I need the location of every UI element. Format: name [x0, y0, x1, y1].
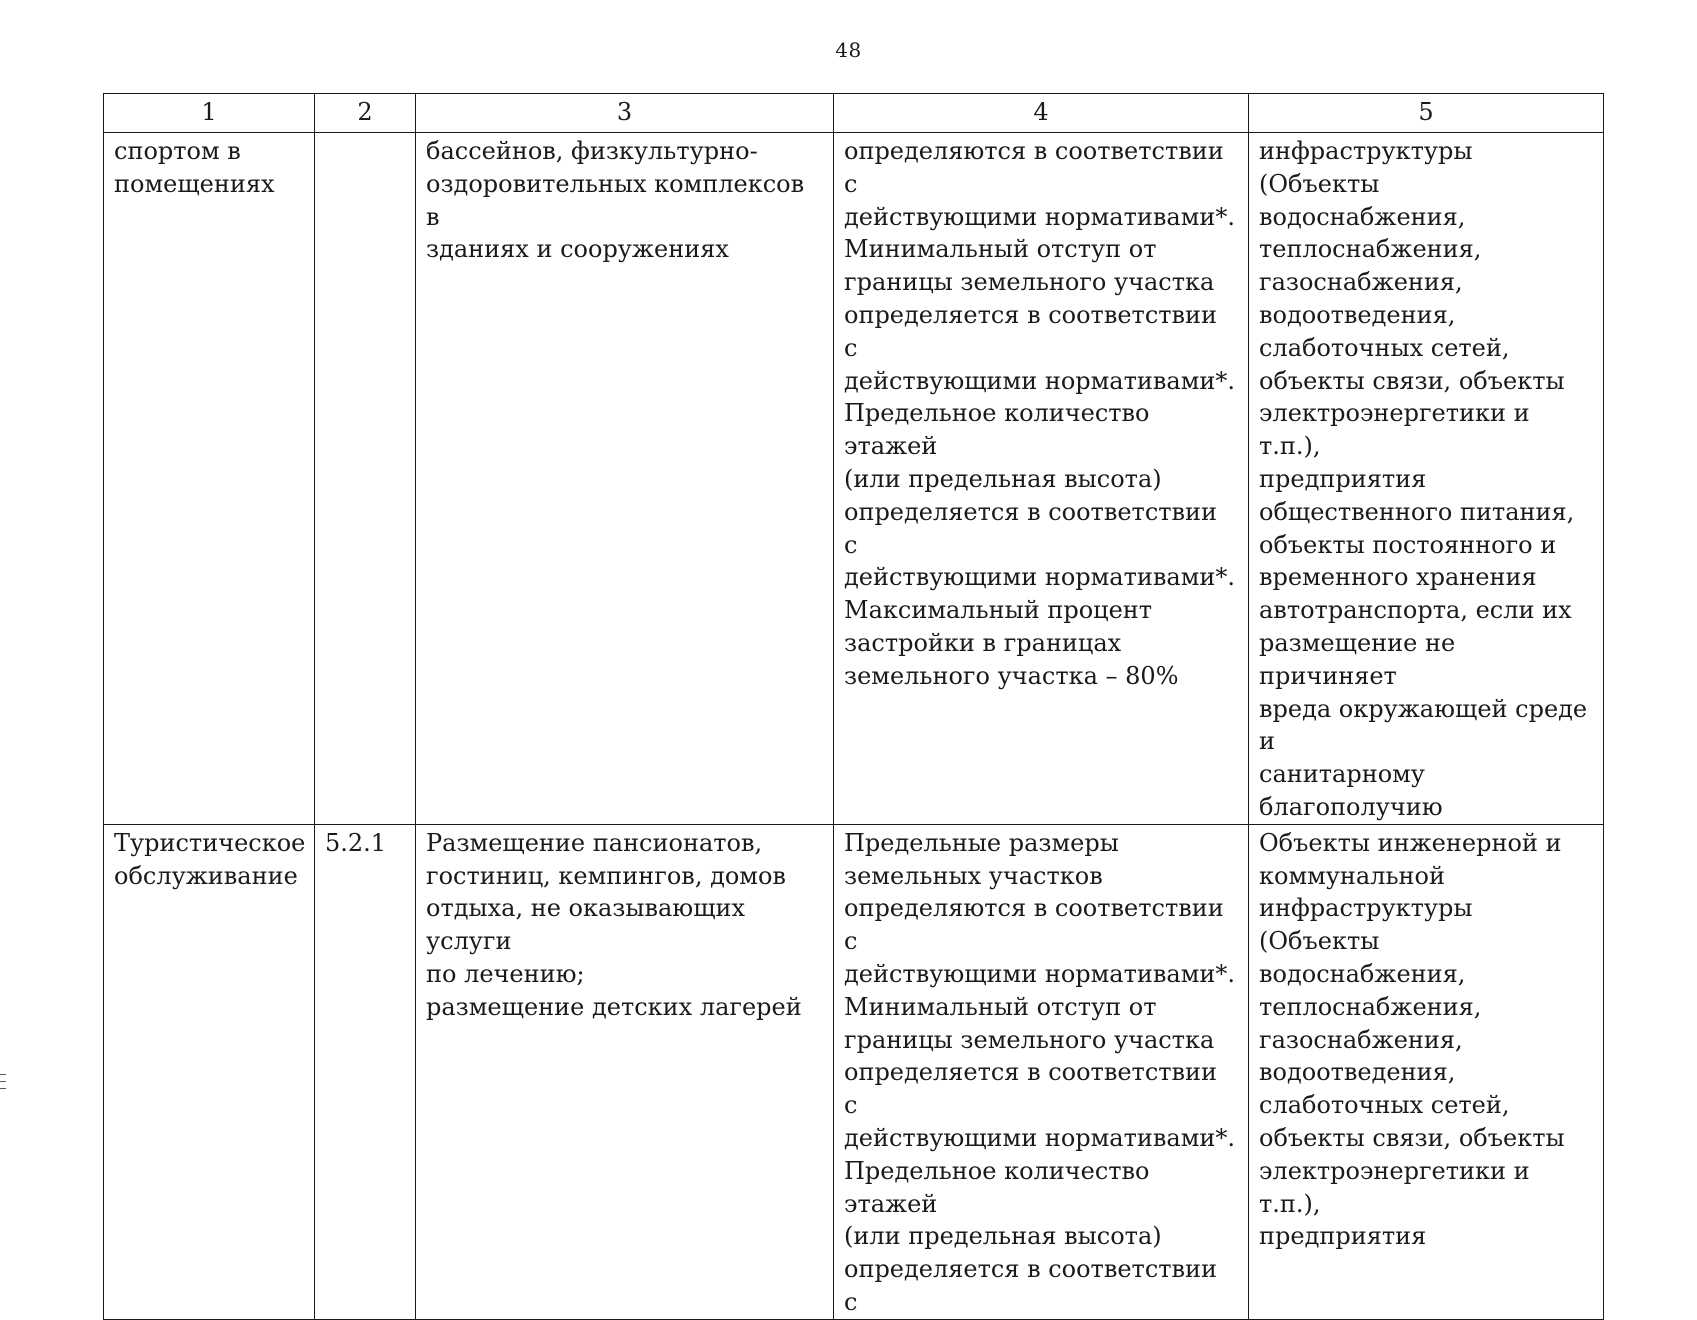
cell-auxiliary-uses: инфраструктуры (Объекты водоснабжения, теплоснабжения, газоснабжения, водоотведения, слаботочных сетей, объекты связи, объекты электроэнергетики и т.п.), предприятия общественного питания, объекты постоянного и временного хранения автотранспорта, если их размещение не причиняет вреда окружающей среде и санитарному благополучию — [1249, 133, 1604, 825]
column-header-3: 3 — [416, 94, 834, 133]
table-header-row — [104, 94, 1604, 133]
scan-margin-mark — [0, 1074, 6, 1096]
cell-auxiliary-uses: Объекты инженерной и коммунальной инфраструктуры (Объекты водоснабжения, теплоснабжения, газоснабжения, водоотведения, слаботочных сетей, объекты связи, объекты электроэнергетики и т.п.), предприятия — [1249, 824, 1604, 1319]
regulations-table — [103, 93, 1604, 1320]
cell-parameters: Предельные размеры земельных участков определяются в соответствии с действующими нормативами*. Минимальный отступ от границы земельного участка определяется в соответствии с действующими нормативами*. Предельное количество этажей (или предельная высота) определяется в соответствии с — [834, 824, 1249, 1319]
column-header-5: 5 — [1249, 94, 1604, 133]
table-row — [104, 133, 1604, 825]
column-header-2: 2 — [315, 94, 416, 133]
cell-land-use-name: спортом в помещениях — [104, 133, 315, 825]
column-header-4: 4 — [834, 94, 1249, 133]
cell-land-use-code: 5.2.1 — [315, 824, 416, 1319]
page-number: 48 — [835, 38, 862, 62]
cell-land-use-description: бассейнов, физкультурно- оздоровительных комплексов в зданиях и сооружениях — [416, 133, 834, 825]
column-header-1: 1 — [104, 94, 315, 133]
cell-land-use-description: Размещение пансионатов, гостиниц, кемпингов, домов отдыха, не оказывающих услуги по лечению; размещение детских лагерей — [416, 824, 834, 1319]
cell-land-use-code — [315, 133, 416, 825]
table-row — [104, 824, 1604, 1319]
cell-parameters: определяются в соответствии с действующими нормативами*. Минимальный отступ от границы земельного участка определяется в соответствии с действующими нормативами*. Предельное количество этажей (или предельная высота) определяется в соответствии с действующими нормативами*. Максимальный процент застройки в границах земельного участка – 80% — [834, 133, 1249, 825]
cell-land-use-name: Туристическое обслуживание — [104, 824, 315, 1319]
